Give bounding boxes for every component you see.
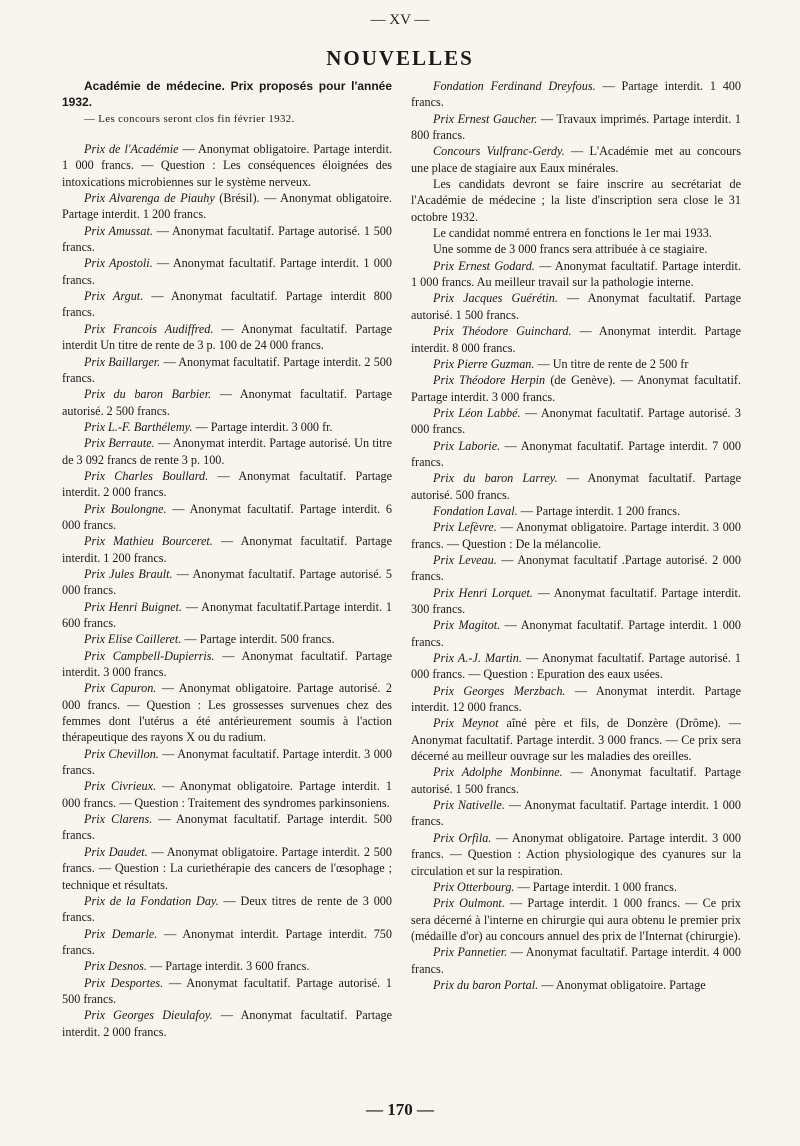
- section-heading: [62, 78, 392, 111]
- prize-text: — Anonymat facultatif.Partage interdit. 1 600 francs.: [62, 599, 392, 630]
- prize-text: — Anonymat facultatif. Partage interdit. 2 500 francs.: [62, 354, 392, 385]
- folio-header: — XV —: [370, 12, 430, 28]
- prize-text: — Anonymat interdit. Partage interdit. 750 francs.: [62, 926, 392, 957]
- prize-text: — L'Académie met au concours une place de stagiaire aux Eaux minérales.: [411, 144, 741, 175]
- prize-name: Prix Meynot: [433, 716, 499, 731]
- prize-text: — Partage interdit. 500 francs.: [181, 632, 335, 647]
- prize-name: Prix Ernest Gaucher.: [433, 111, 538, 126]
- prize-text: — Anonymat facultatif. Partage interdit. 7 000 francs.: [411, 438, 741, 469]
- prize-entry: [411, 503, 741, 519]
- prize-name: Prix Otterbourg.: [433, 879, 515, 894]
- prize-name: Prix Clarens.: [84, 812, 153, 827]
- prize-text: — Anonymat facultatif. Partage interdit. 2 000 francs.: [62, 468, 392, 500]
- prize-text: — Partage interdit. 1 200 francs.: [517, 503, 681, 518]
- prize-name: Prix Apostoli.: [84, 256, 153, 271]
- prize-name: Prix Berraute.: [84, 436, 155, 451]
- prize-entry: [411, 715, 741, 764]
- prize-text: — Un titre de rente de 2 500 fr: [534, 356, 689, 371]
- prize-entry: [62, 893, 392, 926]
- prize-entry: [411, 650, 741, 683]
- prize-entry: [411, 405, 741, 438]
- prize-entry: [411, 225, 741, 241]
- prize-text: — Anonymat obligatoire. Partage interdit. 3 000 francs. — Question : Action physiologique des cyanures sur la circulation et sur la respiration.: [411, 830, 741, 878]
- prize-text: — Anonymat facultatif. Partage interdit. 4 000 francs.: [411, 945, 741, 976]
- prize-text: — Anonymat obligatoire. Partage: [538, 977, 706, 992]
- prize-text: — Anonymat facultatif. Partage autorisé. 1 500 francs.: [411, 291, 741, 322]
- prize-entry: [411, 258, 741, 291]
- prize-entry: [62, 631, 392, 647]
- prize-entry: [62, 190, 392, 223]
- prize-entry: [62, 223, 392, 256]
- prize-text: — Partage interdit. 3 000 fr.: [192, 419, 333, 434]
- prize-text: — Partage interdit. 3 600 francs.: [146, 959, 310, 974]
- prize-name: Prix Daudet.: [84, 844, 148, 859]
- prize-name: Prix du baron Larrey.: [433, 471, 558, 486]
- prize-entry: [411, 372, 741, 405]
- prize-text: — Anonymat facultatif. Partage autorisé. 1 500 francs.: [62, 975, 393, 1006]
- prize-entry: [62, 288, 392, 321]
- prize-text: — Anonymat facultatif. Partage autorisé. 2 500 francs.: [62, 387, 392, 418]
- prize-name: Prix Pierre Guzman.: [433, 356, 535, 371]
- prize-text: — Anonymat interdit. Partage interdit. 8 000 francs.: [411, 324, 741, 355]
- prize-entry: [411, 830, 741, 879]
- prize-name: Fondation Ferdinand Dreyfous.: [433, 79, 596, 93]
- prize-entry: [62, 958, 392, 974]
- prize-name: Prix Argut.: [84, 289, 144, 304]
- prize-name: Prix Desnos.: [84, 959, 147, 974]
- prize-text: — Anonymat facultatif. Partage interdit. 1 000 francs.: [411, 618, 741, 649]
- prize-entry: [62, 746, 392, 779]
- prize-entry: [62, 811, 392, 844]
- prize-text: — Les concours seront clos fin février 1932.: [84, 112, 295, 125]
- prize-entry: [411, 438, 741, 471]
- prize-name: Prix Magitot.: [433, 618, 501, 633]
- prize-text: — Anonymat obligatoire. Partage interdit. 2 500 francs. — Question : La curiethérapie des cancers de l'œsophage ; technique et résultats.: [62, 844, 392, 892]
- prize-name: Prix de la Fondation Day.: [84, 893, 219, 908]
- prize-text: — Anonymat interdit. Partage autorisé. Un titre de 3 092 francs de rente 3 p. 100.: [62, 436, 393, 467]
- prize-entry: [62, 435, 392, 468]
- prize-entry: [62, 599, 392, 632]
- prize-name: Prix Laborie.: [433, 438, 501, 453]
- prize-name: Prix Théodore Herpin: [433, 373, 546, 388]
- right-column: [411, 78, 741, 993]
- prize-entry: [62, 844, 392, 893]
- prize-entry: [62, 354, 392, 387]
- prize-entry: [411, 683, 741, 716]
- prize-entry: [411, 585, 741, 618]
- prize-text: (Brésil). — Anonymat obligatoire. Partage interdit. 1 200 francs.: [62, 191, 392, 222]
- page-number: — 170 —: [366, 1100, 434, 1119]
- prize-text: — Deux titres de rente de 3 000 francs.: [62, 893, 392, 925]
- prize-text: — Anonymat facultatif. Partage interdit. 1 000 francs.: [411, 798, 741, 829]
- prize-text: — Anonymat obligatoire. Partage autorisé. 2 000 francs. — Question : Les grossesses survenues chez des femmes dont l'utérus a été antérieurement soumis à l'action thérapeutique des rayons X ou du radium.: [62, 681, 393, 745]
- prize-name: Prix Campbell-Dupierris.: [84, 648, 215, 663]
- prize-text: — Anonymat obligatoire. Partage interdit. 1 000 francs. — Question : Traitement des syndromes parkinsoniens.: [62, 779, 392, 810]
- prize-entry: [62, 778, 392, 811]
- prize-entry: [411, 176, 741, 225]
- prize-name: Prix Georges Merzbach.: [433, 683, 566, 698]
- prize-name: Prix Léon Labbé.: [433, 405, 521, 420]
- prize-name: Fondation Laval.: [433, 503, 518, 518]
- prize-entry: [62, 255, 392, 288]
- prize-name: Prix Jacques Guérétin.: [433, 291, 558, 306]
- prize-text: — Anonymat facultatif. Partage interdit. 3 000 francs.: [62, 746, 392, 778]
- prize-entry: [62, 680, 392, 745]
- prize-entry: [62, 468, 392, 501]
- prize-entry: [62, 321, 392, 354]
- prize-name: Prix Jules Brault.: [84, 566, 173, 581]
- prize-name: Prix Théodore Guinchard.: [433, 324, 572, 339]
- prize-name: Prix Nativelle.: [433, 798, 505, 813]
- prize-entry: [411, 143, 741, 176]
- prize-text: — Anonymat facultatif. Partage interdit. 500 francs.: [62, 812, 392, 843]
- prize-name: Prix Demarle.: [84, 926, 158, 941]
- prize-text: Une somme de 3 000 francs sera attribuée à ce stagiaire.: [433, 242, 708, 257]
- prize-name: Prix L.-F. Barthélemy.: [84, 419, 193, 434]
- prize-name: Prix Alvarenga de Piauhy: [84, 191, 215, 206]
- prize-text: — Anonymat facultatif. Partage interdit Un titre de rente de 3 p. 100 de 24 000 francs.: [62, 321, 392, 353]
- prize-entry: [411, 356, 741, 372]
- prize-text: — Anonymat obligatoire. Partage interdit. 3 000 francs. — Question : De la mélancolie.: [411, 520, 741, 551]
- prize-name: Prix Boulongne.: [84, 501, 167, 516]
- prize-entry: [411, 944, 741, 977]
- prize-text: — Anonymat facultatif. Partage autorisé. 5 000 francs.: [62, 566, 393, 598]
- prize-entry: [411, 797, 741, 830]
- prize-name: Prix Chevillon.: [84, 746, 159, 761]
- prize-entry: [411, 764, 741, 797]
- prize-text: — Anonymat facultatif. Partage autorisé. 500 francs.: [411, 471, 742, 502]
- prize-entry: [62, 386, 392, 419]
- prize-name: Prix Desportes.: [84, 975, 164, 990]
- prize-text: — Anonymat facultatif. Partage autorisé. 3 000 francs.: [411, 405, 741, 437]
- prize-name: Prix Pannetier.: [433, 945, 508, 960]
- prize-text: — Anonymat facultatif. Partage interdit. 1 000 francs. Au meilleur travail sur la pathologie interne.: [411, 258, 741, 290]
- prize-text: — Anonymat facultatif .Partage autorisé. 2 000 francs.: [411, 552, 741, 584]
- prize-entry: [411, 241, 741, 257]
- prize-name: Prix Capuron.: [84, 681, 157, 696]
- prize-entry: [411, 617, 741, 650]
- prize-name: Prix Leveau.: [433, 552, 497, 567]
- section-subheading: [62, 111, 392, 127]
- prize-name: Prix du baron Portal.: [433, 977, 539, 992]
- prize-name: Prix Charles Boullard.: [84, 468, 209, 483]
- prize-name: Prix A.-J. Martin.: [433, 651, 522, 666]
- prize-entry: [411, 111, 741, 144]
- prize-name: Prix de l'Académie: [84, 142, 179, 157]
- prize-text: — Anonymat facultatif. Partage interdit. 3 000 francs.: [62, 648, 392, 680]
- prize-entry: [411, 470, 741, 503]
- prize-text: (de Genève). — Anonymat facultatif. Partage interdit. 3 000 francs.: [411, 373, 741, 404]
- prize-name: Prix Amussat.: [84, 223, 153, 238]
- prize-name: Concours Vulfranc-Gerdy.: [433, 144, 565, 159]
- prize-name: Prix Orfila.: [433, 830, 492, 845]
- prize-text: — Anonymat facultatif. Partage interdit 800 francs.: [62, 289, 392, 320]
- prize-text: — Travaux imprimés. Partage interdit. 1 800 francs.: [411, 111, 741, 143]
- prize-entry: [62, 975, 392, 1008]
- prize-name: Prix Georges Dieulafoy.: [84, 1008, 213, 1023]
- prize-text: — Anonymat facultatif. Partage interdit. 1 000 francs.: [62, 256, 393, 287]
- prize-name: Prix Adolphe Monbinne.: [433, 765, 563, 780]
- prize-name: Prix Henri Buignet.: [84, 599, 183, 614]
- prize-name: Prix du baron Barbier.: [84, 387, 212, 402]
- prize-entry: [62, 566, 392, 599]
- prize-name: Prix Mathieu Bourceret.: [84, 534, 213, 549]
- prize-text: — Anonymat facultatif. Partage interdit. 1 200 francs.: [62, 534, 392, 565]
- prize-text: — Partage interdit. 1 000 francs. — Ce prix sera décerné à l'interne en chirurgie qui aura obtenu le premier prix (médaille d'or) au concours annuel des prix de l'Internat (chirurgie).: [411, 896, 742, 943]
- prize-entry: [411, 519, 741, 552]
- left-column: [62, 78, 392, 1040]
- prize-text: — Anonymat facultatif. Partage interdit. 300 francs.: [411, 585, 741, 616]
- prize-entry: [411, 78, 741, 111]
- prize-entry: [411, 290, 741, 323]
- prize-text: — Anonymat interdit. Partage interdit. 12 000 francs.: [411, 683, 741, 715]
- prize-name: Prix Francois Audiffred.: [84, 321, 214, 336]
- page-title: NOUVELLES: [326, 46, 474, 70]
- prize-text: — Partage interdit. 1 000 francs.: [514, 879, 677, 894]
- prize-entry: [62, 1007, 392, 1040]
- prize-entry: [411, 879, 741, 895]
- prize-name: Prix Oulmont.: [433, 896, 505, 911]
- prize-text: Les candidats devront se faire inscrire au secrétariat de l'Académie de médecine ; la liste d'inscription sera close le 31 octobre 1932.: [411, 177, 741, 224]
- prize-entry: [62, 533, 392, 566]
- prize-text: Académie de médecine. Prix proposés pour l'année 1932.: [62, 79, 392, 110]
- prize-entry: [411, 323, 741, 356]
- prize-text: — Anonymat facultatif. Partage autorisé. 1 500 francs.: [62, 223, 392, 255]
- prize-text: — Partage interdit. 1 400 francs.: [411, 79, 741, 110]
- prize-entry: [62, 141, 392, 190]
- prize-name: Prix Henri Lorquet.: [433, 585, 533, 600]
- prize-name: Prix Ernest Godard.: [433, 258, 535, 273]
- prize-text: Le candidat nommé entrera en fonctions le 1er mai 1933.: [433, 226, 712, 241]
- prize-name: Prix Elise Cailleret.: [84, 632, 182, 647]
- prize-entry: [62, 926, 392, 959]
- prize-name: Prix Baillarger.: [84, 354, 161, 369]
- prize-name: Prix Lefèvre.: [433, 520, 497, 535]
- prize-text: — Anonymat obligatoire. Partage interdit. 1 000 francs. — Question : Les conséquences éloignées des intoxications microbiennes sur le système nerveux.: [62, 142, 393, 189]
- prize-name: Prix Civrieux.: [84, 779, 157, 794]
- prize-entry: [411, 895, 741, 944]
- prize-text: — Anonymat facultatif. Partage autorisé. 1 500 francs.: [411, 765, 741, 796]
- prize-text: — Anonymat facultatif. Partage interdit. 6 000 francs.: [62, 501, 392, 532]
- prize-entry: [62, 501, 392, 534]
- prize-entry: [62, 419, 392, 435]
- prize-entry: [62, 648, 392, 681]
- prize-entry: [411, 977, 741, 993]
- prize-text: aîné père et fils, de Donzère (Drôme). — Anonymat facultatif. Partage interdit. 3 000 francs. — Ce prix sera décerné au meilleur ouvrage sur les maladies des oreilles.: [411, 716, 741, 764]
- prize-text: — Anonymat facultatif. Partage interdit. 2 000 francs.: [62, 1008, 392, 1039]
- prize-text: — Anonymat facultatif. Partage autorisé. 1 000 francs. — Question : Epuration des eaux usées.: [411, 651, 741, 682]
- prize-entry: [411, 552, 741, 585]
